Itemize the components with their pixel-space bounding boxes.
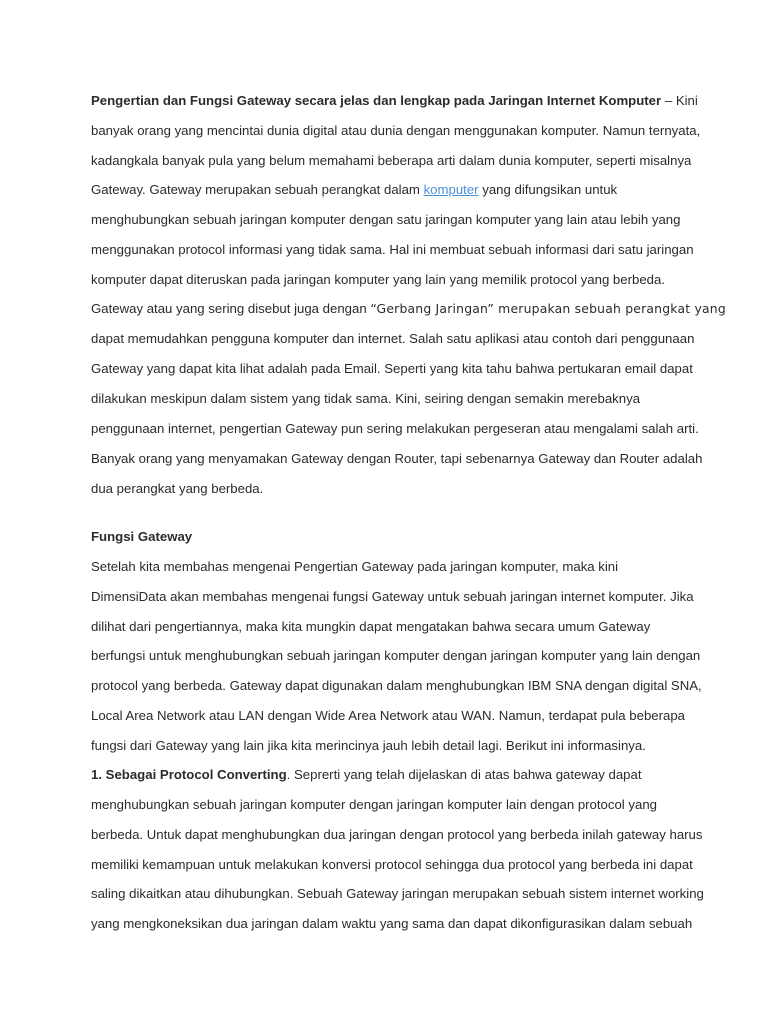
intro-line-4: Gateway. Gateway merupakan sebuah perangkat dalam komputer yang difungsikan untuk bbox=[91, 182, 618, 197]
point-1-line-5: saling dikaitkan atau dihubungkan. Sebuah Gateway jaringan merupakan sebuah sistem internet working bbox=[91, 886, 704, 901]
intro-line-8: Gateway atau yang sering disebut juga dengan “Gerbang Jaringan” merupakan sebuah perangkat yang bbox=[91, 301, 726, 316]
intro-line-10: Gateway yang dapat kita lihat adalah pada Email. Seperti yang kita tahu bahwa pertukaran email dapat bbox=[91, 361, 693, 376]
intro-line-1: Pengertian dan Fungsi Gateway secara jelas dan lengkap pada Jaringan Internet Komputer – Kini bbox=[91, 93, 698, 108]
fungsi-line-4: berfungsi untuk menghubungkan sebuah jaringan komputer dengan jaringan komputer yang lain dengan bbox=[91, 648, 701, 663]
intro-line-13: Banyak orang yang menyamakan Gateway dengan Router, tapi sebenarnya Gateway dan Router adalah bbox=[91, 451, 703, 466]
intro-line-3: kadangkala banyak pula yang belum memahami beberapa arti dalam dunia komputer, seperti misalnya bbox=[91, 153, 692, 168]
fungsi-line-1: Setelah kita membahas mengenai Pengertian Gateway pada jaringan komputer, maka kini bbox=[91, 559, 619, 574]
point-1-line-3: berbeda. Untuk dapat menghubungkan dua jaringan dengan protocol yang berbeda inilah gateway harus bbox=[91, 827, 703, 842]
fungsi-line-3: dilihat dari pengertiannya, maka kita mungkin dapat mengatakan bahwa secara umum Gateway bbox=[91, 619, 651, 634]
section-heading-fungsi-gateway: Fungsi Gateway bbox=[91, 529, 193, 544]
gerbang-jaringan-quote: “Gerbang Jaringan” merupakan sebuah perangkat yang bbox=[370, 301, 726, 316]
intro-line-7: komputer dapat diteruskan pada jaringan komputer yang lain yang memilik protocol yang berbeda. bbox=[91, 272, 665, 287]
intro-line-2: banyak orang yang mencintai dunia digital atau dunia dengan menggunakan komputer. Namun ternyata, bbox=[91, 123, 701, 138]
fungsi-line-7: fungsi dari Gateway yang lain jika kita merincinya jauh lebih detail lagi. Berikut ini informasinya. bbox=[91, 738, 646, 753]
fungsi-line-6: Local Area Network atau LAN dengan Wide Area Network atau WAN. Namun, terdapat pula beberapa bbox=[91, 708, 686, 723]
intro-line-12: penggunaan internet, pengertian Gateway pun sering melakukan pergeseran atau mengalami salah arti. bbox=[91, 421, 699, 436]
point-1-line-6: yang mengkoneksikan dua jaringan dalam waktu yang sama dan dapat dikonfigurasikan dalam sebuah bbox=[91, 916, 693, 931]
point-1-line-4: memiliki kemampuan untuk melakukan konversi protocol sehingga dua protocol yang berbeda ini dapat bbox=[91, 857, 693, 872]
intro-line-14: dua perangkat yang berbeda. bbox=[91, 481, 264, 496]
intro-line-11: dilakukan meskipun dalam sistem yang tidak sama. Kini, seiring dengan semakin merebaknya bbox=[91, 391, 641, 406]
point-1-heading: 1. Sebagai Protocol Converting bbox=[91, 767, 287, 782]
article-title: Pengertian dan Fungsi Gateway secara jelas dan lengkap pada Jaringan Internet Komputer bbox=[91, 93, 662, 108]
intro-line-5: menghubungkan sebuah jaringan komputer dengan satu jaringan komputer yang lain atau lebih yang bbox=[91, 212, 681, 227]
intro-line-6: menggunakan protocol informasi yang tidak sama. Hal ini membuat sebuah informasi dari satu jaringan bbox=[91, 242, 694, 257]
fungsi-line-2: DimensiData akan membahas mengenai fungsi Gateway untuk sebuah jaringan internet komputer. Jika bbox=[91, 589, 694, 604]
point-1-line-1: 1. Sebagai Protocol Converting. Seprerti yang telah dijelaskan di atas bahwa gateway dapat bbox=[91, 767, 642, 782]
point-1-line-2: menghubungkan sebuah jaringan komputer dengan jaringan komputer lain dengan protocol yang bbox=[91, 797, 657, 812]
intro-line-9: dapat memudahkan pengguna komputer dan internet. Salah satu aplikasi atau contoh dari penggunaan bbox=[91, 331, 695, 346]
komputer-link[interactable]: komputer bbox=[423, 182, 479, 197]
fungsi-line-5: protocol yang berbeda. Gateway dapat digunakan dalam menghubungkan IBM SNA dengan digital SNA, bbox=[91, 678, 702, 693]
